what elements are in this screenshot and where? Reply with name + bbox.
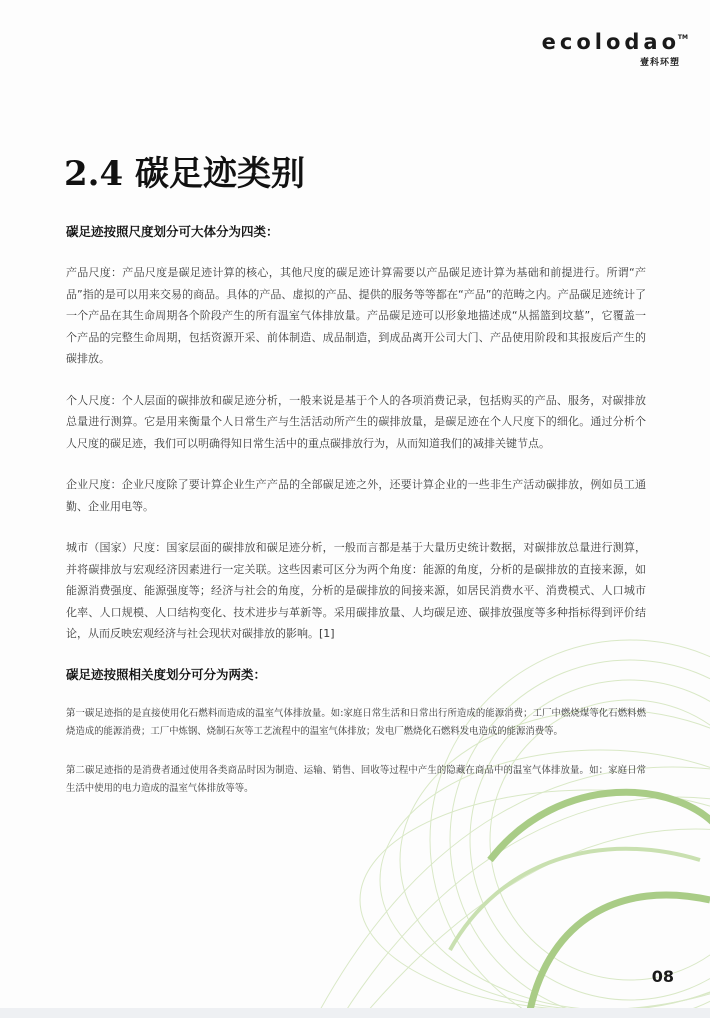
section-title: 2.4 碳足迹类别: [64, 154, 305, 194]
bottom-edge: [0, 1008, 710, 1018]
logo-text: ecolodao: [541, 30, 680, 54]
paragraph-second-footprint: 第二碳足迹指的是消费者通过使用各类商品时因为制造、运输、销售、回收等过程中产生的隐藏在商品中的温室气体排放量。如：家庭日常生活中使用的电力造成的温室气体排放等等。: [66, 764, 646, 794]
content-body: [66, 222, 646, 819]
logo-trademark: TM: [677, 34, 688, 41]
subheading-scale-categories: 碳足迹按照尺度划分可大体分为四类：: [66, 224, 279, 239]
paragraph-product-scale: 产品尺度：产品尺度是碳足迹计算的核心，其他尺度的碳足迹计算需要以产品碳足迹计算为基础和前提进行。所谓“产品”指的是可以用来交易的商品。具体的产品、虚拟的产品、提供的服务等等都在“产品”的范畴之内。产品碳足迹统计了一个产品在其生命周期各个阶段产生的所有温室气体排放量。产品碳足迹可以形象地描述成“从摇篮到坟墓”，它覆盖一个产品的完整生命周期，包括资源开采、前体制造、成品制造，到成品离开公司大门、产品使用阶段和其报废后产生的碳排放。: [66, 266, 646, 365]
paragraph-city-scale: 城市（国家）尺度：国家层面的碳排放和碳足迹分析，一般而言都是基于大量历史统计数据，对碳排放总量进行测算，并将碳排放与宏观经济因素进行一定关联。这些因素可区分为两个角度：能源的角度，分析的是碳排放的直接来源，如能源消费强度、能源强度等；经济与社会的角度，分析的是碳排放的间接来源，如居民消费水平、消费模式、人口城市化率、人口规模、人口结构变化、技术进步与革新等。采用碳排放量、人均碳足迹、碳排放强度等多种指标得到评价结论，从而反映宏观经济与社会现状对碳排放的影响。[1]: [66, 541, 646, 640]
paragraph-first-footprint: 第一碳足迹指的是直接使用化石燃料而造成的温室气体排放量。如:家庭日常生活和日常出行所造成的能源消费；工厂中燃烧煤等化石燃料燃烧造成的能源消费；工厂中炼钢、烧制石灰等工艺流程中的温室气体排放；发电厂燃烧化石燃料发电造成的能源消费等。: [66, 707, 646, 737]
logo-chinese-name: 壹科环塑: [639, 58, 680, 68]
page-number: 08: [651, 967, 674, 986]
paragraph-personal-scale: 个人尺度：个人层面的碳排放和碳足迹分析，一般来说是基于个人的各项消费记录，包括购买的产品、服务，对碳排放总量进行测算。它是用来衡量个人日常生产与生活活动所产生的碳排放量，是碳足迹在个人尺度下的细化。通过分析个人尺度的碳足迹，我们可以明确得知日常生活中的重点碳排放行为，从而知道我们的减排关键节点。: [66, 393, 646, 450]
paragraph-enterprise-scale: 企业尺度：企业尺度除了要计算企业生产产品的全部碳足迹之外，还要计算企业的一些非生产活动碳排放，例如员工通勤、企业用电等。: [66, 478, 646, 513]
subheading-relevance-categories: 碳足迹按照相关度划分可分为两类：: [66, 666, 267, 682]
brand-logo: [541, 30, 688, 68]
logo-wordmark: [541, 30, 688, 54]
